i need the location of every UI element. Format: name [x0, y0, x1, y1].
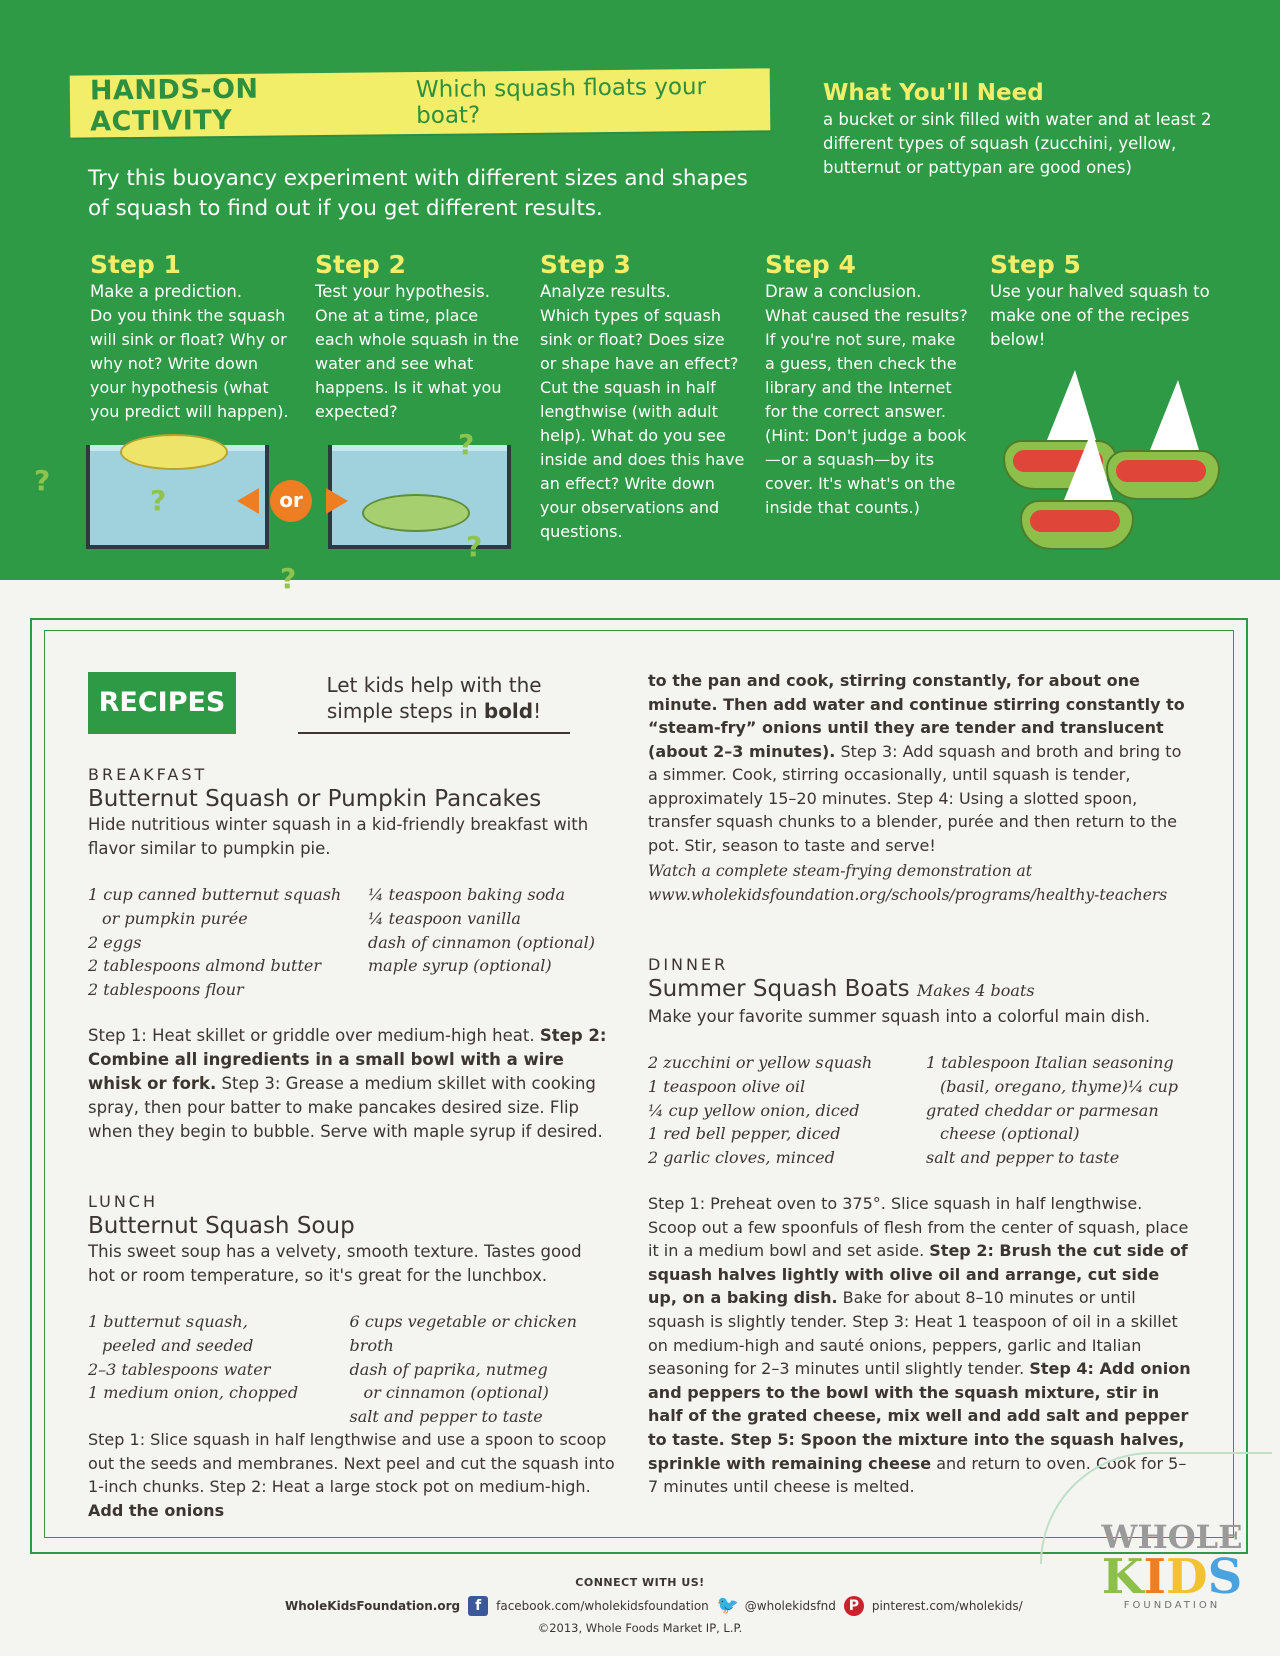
- step-body: Which types of squash sink or float? Does size or shape have an effect? Cut the squash in half lengthwise (with adult help). What do you see inside and does this have an effect? Write down your observations and questions.: [540, 306, 745, 541]
- recipe-directions: Step 1: Preheat oven to 375°. Slice squash in half lengthwise. Scoop out a few spoonfuls of flesh from the center of squash, place it in a medium bowl and set aside. Step 2: Brush the cut side of squash halves lightly with olive oil and arrange, cut side up, on a baking dish. Bake for about 8–10 minutes or until squash is slightly tender. Step 3: Heat 1 teaspoon of oil in a skillet on medium-high and sauté onions, peppers, garlic and Italian seasoning for 2–3 minutes until slightly tender. Step 4: Add onion and peppers to the bowl with the squash mixture, stir in half of the grated cheese, mix well and add salt and pepper to taste. Step 5: Spoon the mixture into the squash halves, sprinkle with remaining cheese and return to oven. Cook for 5–7 minutes until cheese is melted.: [648, 1193, 1191, 1497]
- question-mark-icon: ?: [150, 484, 167, 517]
- lunch-directions-part-2: to the pan and cook, stirring constantly, for about one minute. Then add water and continue stirring constantly to “steam-fry” onions until they are tender and translucent (about 2–3 minutes). Step 3: Add squash and broth and bring to a simmer. Cook, stirring occasionally, until squash is tender, approximately 15–20 minutes. Step 4: Using a slotted spoon, transfer squash chunks to a blender, purée and then return to the pot. Stir, season to taste and serve!: [648, 671, 1185, 855]
- ingredient: 6 cups vegetable or chicken broth: [349, 1312, 577, 1355]
- ingredients: [88, 883, 608, 1002]
- step-title: Step 4: [765, 250, 856, 279]
- ingredient: or cinnamon (optional): [363, 1383, 549, 1403]
- logo-kids: KIDS: [1101, 1549, 1243, 1605]
- site-link[interactable]: WholeKidsFoundation.org: [285, 1599, 461, 1613]
- ingredient: 2 zucchini or yellow squash: [648, 1053, 873, 1072]
- pinterest-link[interactable]: pinterest.com/wholekids/: [871, 1599, 1023, 1613]
- kids-help-note: [298, 672, 570, 734]
- logo-foundation: FOUNDATION: [1123, 1600, 1221, 1611]
- ingredient: salt and pepper to taste: [926, 1148, 1120, 1168]
- or-badge: or: [270, 480, 312, 522]
- twitter-icon[interactable]: 🐦: [716, 1595, 740, 1616]
- kids-note-line-2: simple steps in bold!: [326, 699, 542, 723]
- logo-whole: WHOLE: [1101, 1518, 1243, 1556]
- recipe-description: Make your favorite summer squash into a colorful main dish.: [648, 1007, 1151, 1026]
- question-mark-icon: ?: [280, 562, 297, 595]
- step-body: Do you think the squash will sink or float? Why or why not? Write down your hypothesis (what you predict will happen).: [90, 306, 289, 421]
- activity-banner: [70, 68, 771, 137]
- question-mark-icon: ?: [466, 530, 483, 563]
- recipe-directions: Step 1: Heat skillet or griddle over medium-high heat. Step 2: Combine all ingredients in a small bowl with a wire whisk or fork. Step 3: Grease a medium skillet with cooking spray, then pour batter to make pancakes desired size. Flip when they begin to bubble. Serve with maple syrup if desired.: [88, 1025, 607, 1141]
- step-head: Analyze results.: [540, 282, 671, 301]
- meal-label: DINNER: [648, 955, 729, 974]
- recipes-badge: RECIPES: [88, 672, 236, 734]
- step-head: Make a prediction.: [90, 282, 243, 301]
- arrow-right-icon: [326, 488, 348, 514]
- step-title: Step 2: [315, 250, 406, 279]
- ingredient: 1 teaspoon olive oil: [648, 1076, 806, 1096]
- whole-kids-foundation-logo: [1092, 1520, 1252, 1611]
- ingredients-right: [350, 1310, 608, 1429]
- ingredients: [648, 1051, 1193, 1170]
- step-title: Step 1: [90, 250, 181, 279]
- social-links: [285, 1596, 1023, 1616]
- ingredient: 2 tablespoons flour: [88, 980, 244, 1000]
- connect-heading: CONNECT WITH US!: [575, 1576, 705, 1589]
- recipe-title: Summer Squash Boats Makes 4 boats: [648, 976, 1035, 1002]
- ingredient: grated cheddar or parmesan: [926, 1100, 1159, 1120]
- step-5: [990, 250, 1220, 352]
- ingredients-left: [648, 1051, 926, 1170]
- ingredients-right: [368, 883, 595, 1002]
- need-title: What You'll Need: [823, 80, 1044, 106]
- activity-title: HANDS-ON ACTIVITY: [89, 73, 259, 138]
- ingredient: or pumpkin purée: [102, 908, 248, 928]
- breakfast-recipe: [88, 765, 608, 1144]
- ingredients-left: [88, 1310, 350, 1429]
- ingredients: [88, 1310, 608, 1429]
- ingredient: 2 tablespoons almond butter: [88, 956, 321, 976]
- step-title: Step 5: [990, 250, 1081, 279]
- facebook-icon[interactable]: f: [468, 1596, 488, 1616]
- ingredients-right: [926, 1051, 1178, 1170]
- ingredient: 2 garlic cloves, minced: [648, 1148, 835, 1168]
- lunch-directions-part-1: Step 1: Slice squash in half lengthwise and use a spoon to scoop out the seeds and membranes. Next peel and cut the squash into 1-inch chunks. Step 2: Heat a large stock pot on medium-high. Add the onions: [88, 1430, 615, 1520]
- step-head: Use your halved squash to make one of the recipes below!: [990, 282, 1210, 349]
- ingredients-left: [88, 883, 368, 1002]
- dinner-recipe: [648, 955, 1193, 1499]
- recipe-description: This sweet soup has a velvety, smooth texture. Tastes good hot or room temperature, so it's great for the lunchbox.: [88, 1242, 582, 1285]
- copyright: ©2013, Whole Foods Market IP, L.P.: [537, 1621, 743, 1635]
- facebook-link[interactable]: facebook.com/wholekidsfoundation: [496, 1599, 709, 1613]
- sinking-squash-icon: [362, 494, 470, 532]
- ingredient: ¼ teaspoon vanilla: [368, 908, 521, 928]
- ingredient: 1 medium onion, chopped: [88, 1383, 299, 1403]
- ingredient: peeled and seeded: [102, 1335, 254, 1355]
- recipe-description: Hide nutritious winter squash in a kid-friendly breakfast with flavor similar to pumpkin pie.: [88, 815, 589, 858]
- ingredient: 1 cup canned butternut squash: [88, 885, 342, 904]
- ingredient: dash of paprika, nutmeg: [349, 1359, 548, 1379]
- ingredient: 1 butternut squash,: [88, 1312, 248, 1331]
- step-head: Test your hypothesis.: [315, 282, 490, 301]
- step-3: [540, 250, 745, 544]
- arrow-left-icon: [237, 488, 259, 514]
- watch-text: Watch a complete steam-frying demonstration at: [648, 862, 1032, 880]
- question-mark-icon: ?: [458, 428, 475, 461]
- ingredient: cheese (optional): [940, 1124, 1080, 1144]
- what-youll-need: [823, 80, 1223, 180]
- ingredient: salt and pepper to taste: [349, 1407, 543, 1427]
- activity-panel: [0, 0, 1280, 595]
- step-head: Draw a conclusion.: [765, 282, 922, 301]
- ingredient: 2–3 tablespoons water: [88, 1359, 271, 1379]
- need-body: a bucket or sink filled with water and at least 2 different types of squash (zucchini, yellow, butternut or pattypan are good ones): [823, 110, 1212, 177]
- steam-fry-video-note: [648, 860, 1208, 907]
- ingredient: (basil, oregano, thyme)¼ cup: [940, 1076, 1179, 1096]
- step-body: What caused the results? If you're not sure, make a guess, then check the library and the Internet for the correct answer. (Hint: Don't judge a book—or a squash—by its cover. It's what's on the inside that counts.): [765, 306, 968, 517]
- activity-subtitle: Which squash floats your boat?: [415, 74, 707, 130]
- meal-label: BREAKFAST: [88, 765, 208, 784]
- meal-label: LUNCH: [88, 1192, 158, 1211]
- step-1: [90, 250, 295, 424]
- step-body: One at a time, place each whole squash in the water and see what happens. Is it what you expected?: [315, 306, 519, 421]
- squash-boat-icon: [1020, 420, 1130, 550]
- recipe-yield: Makes 4 boats: [916, 981, 1035, 1000]
- step-2: [315, 250, 520, 424]
- recipe-title: Butternut Squash Soup: [88, 1213, 355, 1239]
- ingredient: 1 tablespoon Italian seasoning: [926, 1053, 1174, 1072]
- ingredient: ¼ cup yellow onion, diced: [648, 1100, 860, 1120]
- ingredient: 1 red bell pepper, diced: [648, 1124, 841, 1144]
- lunch-recipe: [88, 1192, 608, 1429]
- question-mark-icon: ?: [34, 464, 51, 497]
- activity-intro: Try this buoyancy experiment with different sizes and shapes of squash to find out if you get different results.: [88, 166, 748, 221]
- ingredient: dash of cinnamon (optional): [368, 932, 595, 952]
- kids-note-line-1: Let kids help with the: [326, 673, 542, 697]
- floating-squash-icon: [120, 434, 228, 470]
- twitter-link[interactable]: @wholekidsfnd: [744, 1599, 836, 1613]
- ingredient: 2 eggs: [88, 932, 142, 952]
- step-title: Step 3: [540, 250, 631, 279]
- demo-url[interactable]: www.wholekidsfoundation.org/schools/programs/healthy-teachers: [648, 885, 1168, 904]
- step-4: [765, 250, 970, 520]
- recipe-title: Butternut Squash or Pumpkin Pancakes: [88, 786, 542, 812]
- pinterest-icon[interactable]: P: [844, 1596, 864, 1616]
- ingredient: maple syrup (optional): [368, 956, 552, 976]
- ingredient: ¼ teaspoon baking soda: [368, 885, 565, 904]
